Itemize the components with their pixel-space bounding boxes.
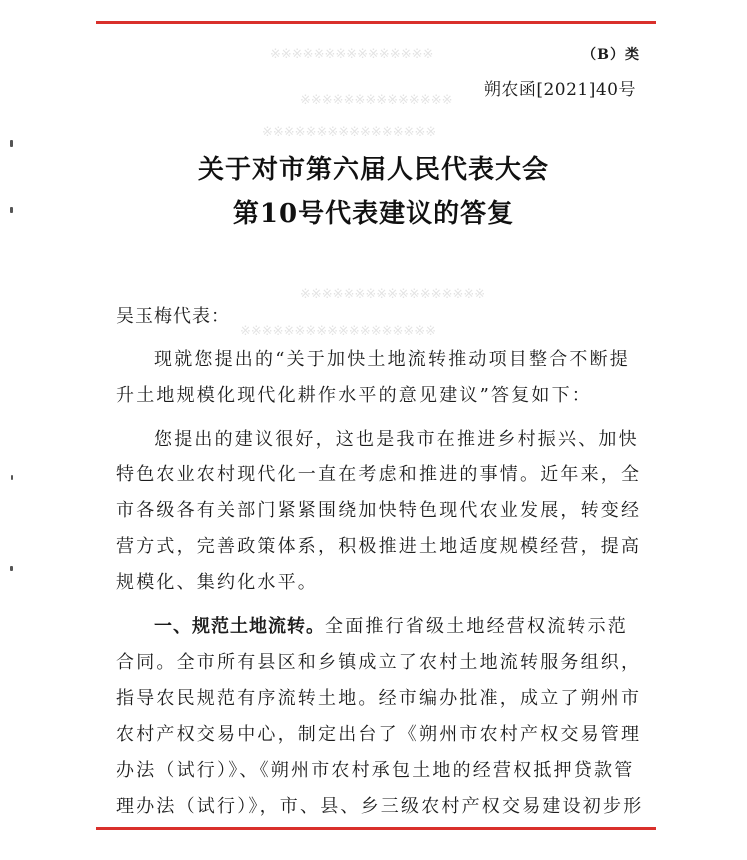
show-through-text: ※※※※※※※※※※※※※※ xyxy=(300,93,453,108)
scan-speck xyxy=(10,140,13,147)
scan-speck xyxy=(11,475,13,480)
document-title-line-2: 第10号代表建议的答复 xyxy=(232,199,515,229)
section-line xyxy=(154,612,628,638)
paragraph-line: 市各级各有关部门紧紧围绕加快特色现代农业发展，转变经 xyxy=(116,500,642,521)
paragraph-line: 理办法（试行）》，市、县、乡三级农村产权交易建设初步形 xyxy=(116,796,644,817)
paragraph-line: 指导农民规范有序流转土地。经市编办批准，成立了朔州市 xyxy=(116,688,642,709)
document-number: 朔农函[2021]40号 xyxy=(483,80,636,100)
paragraph-line: 特色农业农村现代化一直在考虑和推进的事情。近年来，全 xyxy=(116,464,642,485)
paragraph-line: 现就您提出的“关于加快土地流转推动项目整合不断提 xyxy=(154,349,630,370)
document-title-line-1: 关于对市第六届人民代表大会 xyxy=(197,155,549,185)
bottom-red-rule xyxy=(96,827,656,830)
show-through-text: ※※※※※※※※※※※※※※※ xyxy=(270,47,434,62)
salutation: 吴玉梅代表： xyxy=(116,306,230,327)
document-classification: （B）类 xyxy=(582,47,640,63)
paragraph-line: 规模化、集约化水平。 xyxy=(116,572,318,593)
paragraph-line: 办法（试行）》、《朔州市农村承包土地的经营权抵押贷款管 xyxy=(116,760,635,781)
paragraph-line: 您提出的建议很好，这也是我市在推进乡村振兴、加快 xyxy=(154,429,639,450)
show-through-text: ※※※※※※※※※※※※※※※※※ xyxy=(300,287,486,302)
scan-speck xyxy=(10,566,13,571)
paragraph-line: 农村产权交易中心，制定出台了《朔州市农村产权交易管理 xyxy=(116,724,642,745)
paragraph-line: 升土地规模化现代化耕作水平的意见建议”答复如下： xyxy=(116,385,592,406)
section-heading: 一、规范土地流转。 xyxy=(154,616,325,637)
paragraph-line: 营方式，完善政策体系，积极推进土地适度规模经营，提高 xyxy=(116,536,642,557)
top-red-rule xyxy=(96,21,656,24)
show-through-text: ※※※※※※※※※※※※※※※※ xyxy=(262,125,437,140)
paragraph-line: 合同。全市所有县区和乡镇成立了农村土地流转服务组织， xyxy=(116,652,642,673)
show-through-text: ※※※※※※※※※※※※※※※※※※ xyxy=(240,324,437,339)
section-text: 全面推行省级土地经营权流转示范 xyxy=(325,616,628,637)
